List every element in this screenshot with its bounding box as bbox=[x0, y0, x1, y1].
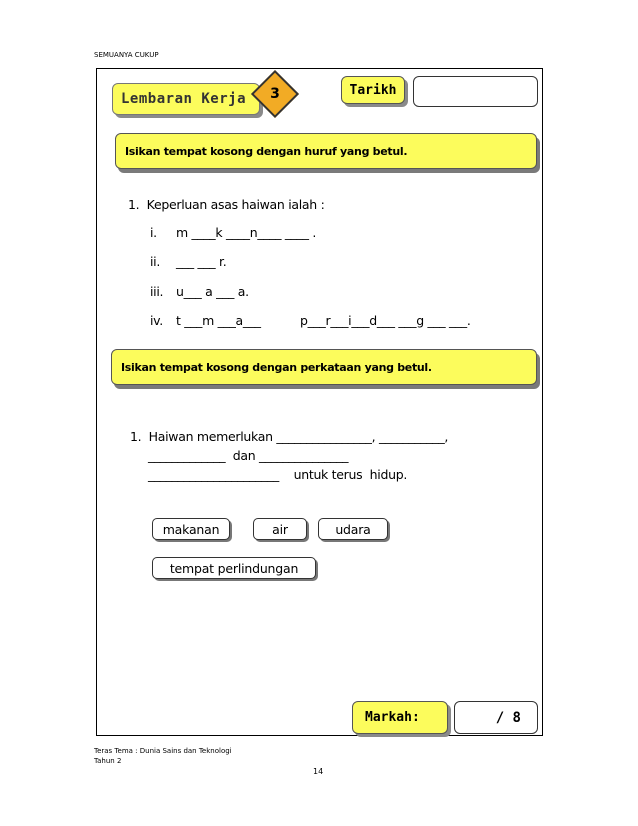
section2-instruction: Isikan tempat kosong dengan perkataan yang betul. bbox=[111, 349, 537, 385]
running-header: SEMUANYA CUKUP bbox=[94, 51, 159, 59]
marks-value: / 8 bbox=[454, 701, 538, 734]
footer-theme: Teras Tema : Dunia Sains dan Teknologi bbox=[94, 747, 232, 755]
page-number: 14 bbox=[313, 767, 324, 776]
item-blank[interactable]: m ____k ____n____ ____ . bbox=[176, 225, 317, 240]
section1-instruction: Isikan tempat kosong dengan huruf yang betul. bbox=[115, 133, 537, 169]
marks-label: Markah: bbox=[352, 701, 448, 734]
item-blank[interactable]: t ___m ___a___ bbox=[176, 313, 261, 328]
word-bank-makanan[interactable]: makanan bbox=[152, 518, 230, 540]
date-field[interactable] bbox=[413, 76, 538, 107]
item-blank[interactable]: u___ a ___ a. bbox=[176, 284, 249, 299]
worksheet-number: 3 bbox=[270, 86, 280, 102]
word-bank-tempat-perlindungan[interactable]: tempat perlindungan bbox=[152, 557, 316, 579]
section1-question: 1. Keperluan asas haiwan ialah : bbox=[128, 197, 325, 212]
word-bank-udara[interactable]: udara bbox=[318, 518, 388, 540]
item-number: ii. bbox=[150, 254, 161, 269]
item-number: iv. bbox=[150, 313, 163, 328]
item-number: iii. bbox=[150, 284, 164, 299]
footer-year: Tahun 2 bbox=[94, 757, 122, 765]
section2-line3[interactable]: ______________________ untuk terus hidup. bbox=[148, 467, 408, 482]
section2-line1[interactable]: 1. Haiwan memerlukan ________________, ___________, bbox=[130, 429, 449, 444]
date-label: Tarikh bbox=[341, 76, 405, 104]
section2-line2[interactable]: _____________ dan _______________ bbox=[148, 448, 349, 463]
item-blank[interactable]: ___ ___ r. bbox=[176, 254, 227, 269]
item-blank-extra[interactable]: p___r___i___d___ ___g ___ ___. bbox=[300, 313, 471, 328]
worksheet-title: Lembaran Kerja bbox=[112, 83, 260, 115]
word-bank-air[interactable]: air bbox=[253, 518, 307, 540]
item-number: i. bbox=[150, 225, 157, 240]
